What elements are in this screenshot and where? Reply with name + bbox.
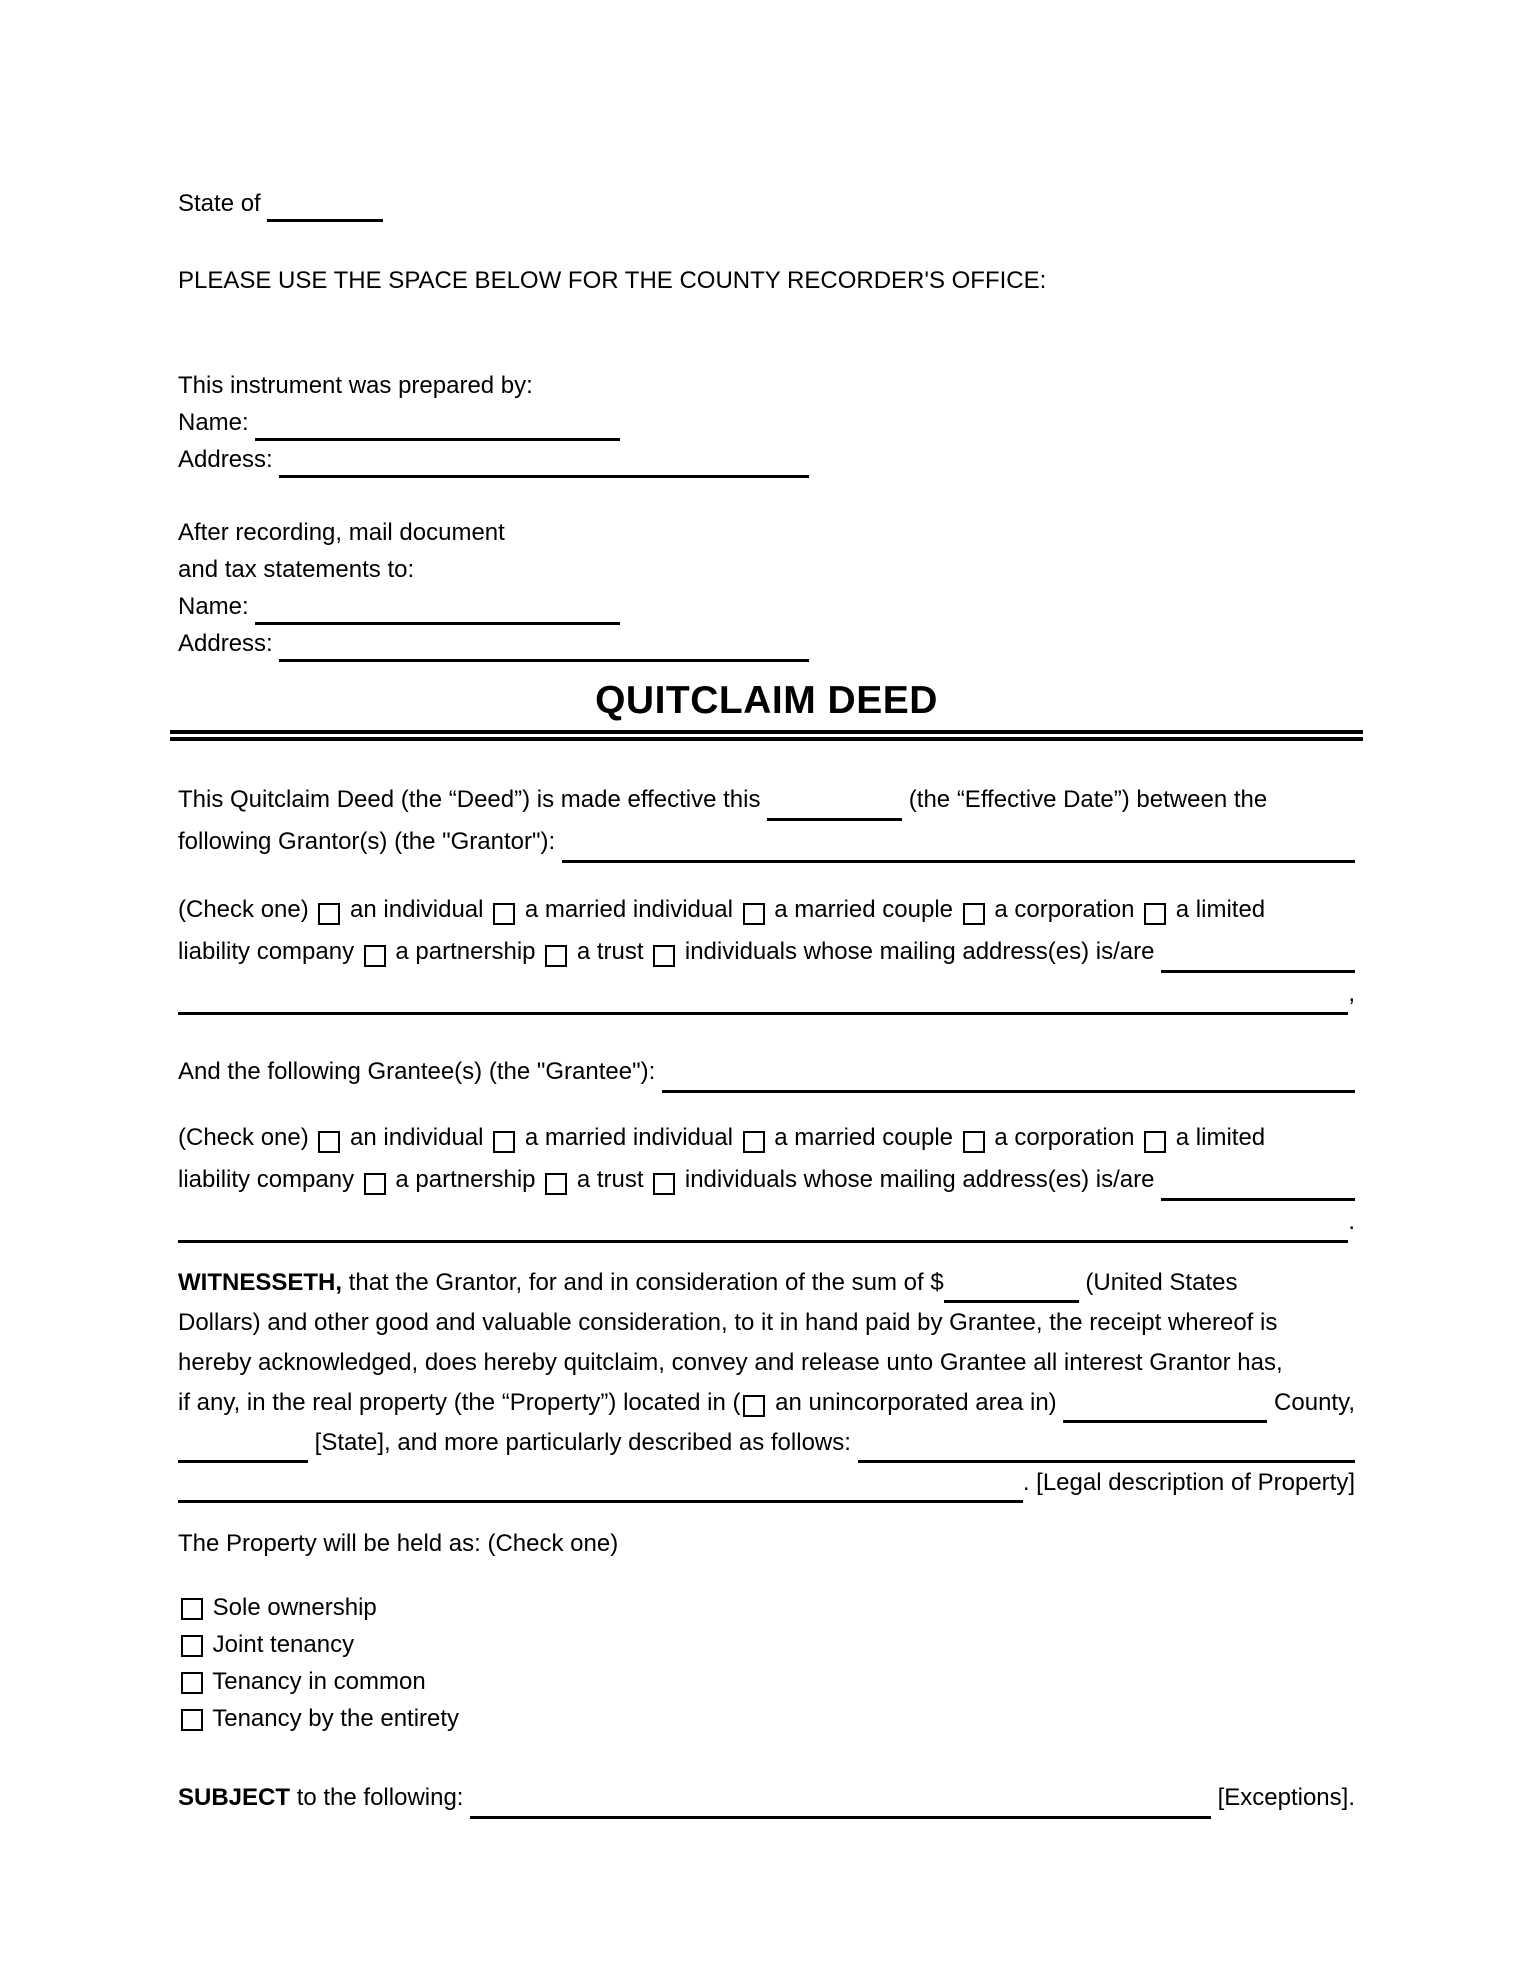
text-run: a corporation — [987, 1124, 1142, 1151]
form-line — [178, 1777, 1355, 1819]
text-run: This Quitclaim Deed (the “Deed”) is made effective this — [178, 786, 768, 813]
text-run: an unincorporated area in) — [768, 1389, 1064, 1416]
form-line — [178, 185, 1355, 222]
checkbox[interactable] — [181, 1709, 203, 1731]
mail-to-block — [178, 514, 1355, 662]
text-run: Name: — [178, 593, 256, 620]
witnesseth-paragraph — [178, 1263, 1355, 1503]
text-run: County, — [1267, 1389, 1355, 1416]
text-run: a married individual — [518, 1124, 740, 1151]
text-run: individuals whose mailing address(es) is/are — [678, 1166, 1162, 1193]
form-line — [178, 1117, 1355, 1159]
text-run: liability company — [178, 938, 361, 965]
form-line — [178, 779, 1355, 821]
text-run: a trust — [570, 938, 651, 965]
checkbox[interactable] — [364, 1173, 386, 1195]
text-run: a partnership — [388, 938, 543, 965]
text-run: Address: — [178, 446, 280, 473]
text-run: After recording, mail document — [178, 519, 505, 546]
form-line — [178, 441, 1355, 478]
text-run: liability company — [178, 1166, 361, 1193]
form-line — [178, 367, 1355, 404]
checkbox[interactable] — [653, 945, 675, 967]
blank-field[interactable] — [1161, 940, 1355, 973]
form-line — [178, 1303, 1355, 1343]
text-run: [Exceptions]. — [1210, 1784, 1355, 1811]
text-run: Address: — [178, 630, 280, 657]
text-run: Name: — [178, 409, 256, 436]
recorder-notice — [178, 262, 1355, 299]
blank-field[interactable] — [1161, 1168, 1355, 1201]
form-line — [178, 821, 1355, 863]
ownership-options-list — [178, 1589, 1355, 1737]
text-run: Dollars) and other good and valuable consideration, to it in hand paid by Grantee, the receipt whereof is — [178, 1309, 1278, 1336]
form-line — [178, 1051, 1355, 1093]
checkbox[interactable] — [963, 1131, 985, 1153]
checkbox[interactable] — [743, 1395, 765, 1417]
text-run: a trust — [570, 1166, 651, 1193]
checkbox[interactable] — [181, 1598, 203, 1620]
form-line — [178, 1589, 1355, 1626]
checkbox[interactable] — [318, 1131, 340, 1153]
form-line — [178, 1463, 1355, 1503]
checkbox[interactable] — [181, 1635, 203, 1657]
form-line — [178, 625, 1355, 662]
text-run: PLEASE USE THE SPACE BELOW FOR THE COUNTY RECORDER'S OFFICE: — [178, 267, 1047, 294]
text-run: The Property will be held as: (Check one) — [178, 1530, 619, 1557]
text-run: that the Grantor, for and in consideration of the sum of $ — [342, 1269, 944, 1296]
text-run: individuals whose mailing address(es) is/are — [678, 938, 1162, 965]
blank-field[interactable] — [178, 1470, 1023, 1503]
text-run: to the following: — [290, 1784, 471, 1811]
form-line — [178, 1201, 1355, 1243]
text-run: a married individual — [518, 896, 740, 923]
checkbox[interactable] — [1144, 903, 1166, 925]
text-run: a married couple — [767, 1124, 960, 1151]
text-run: a married couple — [767, 896, 960, 923]
text-run: SUBJECT — [178, 1784, 291, 1811]
checkbox[interactable] — [545, 945, 567, 967]
blank-field[interactable] — [944, 1270, 1079, 1303]
text-run: (the “Effective Date”) between the — [902, 786, 1268, 813]
title-double-rule — [170, 730, 1363, 741]
text-run: Tenancy in common — [206, 1668, 426, 1695]
text-run: . — [1348, 1208, 1355, 1235]
checkbox[interactable] — [493, 903, 515, 925]
checkbox[interactable] — [743, 1131, 765, 1153]
deed-intro-paragraph — [178, 779, 1355, 863]
blank-field[interactable] — [279, 445, 809, 478]
blank-field[interactable] — [255, 408, 620, 441]
form-line — [178, 1700, 1355, 1737]
blank-field[interactable] — [255, 592, 620, 625]
document-title: QUITCLAIM DEED — [595, 679, 938, 722]
text-run: hereby acknowledged, does hereby quitclaim, convey and release unto Grantee all interest Grantor has, — [178, 1349, 1283, 1376]
blank-field[interactable] — [662, 1060, 1355, 1093]
checkbox[interactable] — [181, 1672, 203, 1694]
checkbox[interactable] — [545, 1173, 567, 1195]
form-line — [178, 262, 1355, 299]
blank-field[interactable] — [279, 629, 809, 662]
text-run: This instrument was prepared by: — [178, 372, 533, 399]
checkbox[interactable] — [1144, 1131, 1166, 1153]
blank-field[interactable] — [858, 1430, 1355, 1463]
checkbox[interactable] — [653, 1173, 675, 1195]
text-run: WITNESSETH, — [178, 1269, 343, 1296]
text-run: (United States — [1078, 1269, 1238, 1296]
text-run: and tax statements to: — [178, 556, 415, 583]
text-run: And the following Grantee(s) (the "Grantee"): — [178, 1058, 662, 1085]
form-line — [178, 973, 1355, 1015]
form-line — [178, 931, 1355, 973]
form-line — [178, 588, 1355, 625]
text-run: [State], and more particularly described as follows: — [308, 1429, 858, 1456]
blank-field[interactable] — [267, 189, 383, 222]
property-held-as-line — [178, 1523, 1355, 1565]
form-line — [178, 889, 1355, 931]
form-line — [178, 1626, 1355, 1663]
blank-field[interactable] — [767, 788, 902, 821]
form-line — [178, 514, 1355, 551]
text-run: a limited — [1169, 896, 1266, 923]
state-of-line — [178, 185, 1355, 222]
form-line — [178, 1423, 1355, 1463]
grantee-intro-paragraph — [178, 1051, 1355, 1093]
text-run: . [Legal description of Property] — [1022, 1469, 1355, 1496]
text-run: (Check one) — [178, 1124, 316, 1151]
checkbox[interactable] — [318, 903, 340, 925]
checkbox[interactable] — [963, 903, 985, 925]
text-run: following Grantor(s) (the "Grantor"): — [178, 828, 562, 855]
text-run: Tenancy by the entirety — [206, 1705, 460, 1732]
text-run: a corporation — [987, 896, 1142, 923]
text-run: State of — [178, 190, 268, 217]
text-run: Joint tenancy — [206, 1631, 355, 1658]
blank-field[interactable] — [178, 982, 1348, 1015]
form-line — [178, 1159, 1355, 1201]
text-run: an individual — [343, 896, 491, 923]
subject-exceptions-line — [178, 1777, 1355, 1819]
form-line — [178, 1263, 1355, 1303]
form-line — [178, 404, 1355, 441]
checkbox[interactable] — [364, 945, 386, 967]
blank-field[interactable] — [470, 1786, 1211, 1819]
text-run: an individual — [343, 1124, 491, 1151]
text-run: , — [1348, 980, 1355, 1007]
blank-field[interactable] — [178, 1210, 1348, 1243]
form-line — [178, 1383, 1355, 1423]
form-line — [178, 1343, 1355, 1383]
form-line — [178, 1663, 1355, 1700]
text-run: a partnership — [388, 1166, 543, 1193]
prepared-by-block — [178, 367, 1355, 478]
checkbox[interactable] — [493, 1131, 515, 1153]
text-run: Sole ownership — [206, 1594, 377, 1621]
grantor-type-checklist — [178, 889, 1355, 1015]
text-run: a limited — [1169, 1124, 1266, 1151]
checkbox[interactable] — [743, 903, 765, 925]
blank-field[interactable] — [562, 830, 1355, 863]
form-line — [178, 551, 1355, 588]
form-line — [178, 1523, 1355, 1565]
text-run: if any, in the real property (the “Property”) located in ( — [178, 1389, 741, 1416]
blank-field[interactable] — [178, 1430, 308, 1463]
text-run: (Check one) — [178, 896, 316, 923]
blank-field[interactable] — [1063, 1390, 1267, 1423]
grantee-type-checklist — [178, 1117, 1355, 1243]
